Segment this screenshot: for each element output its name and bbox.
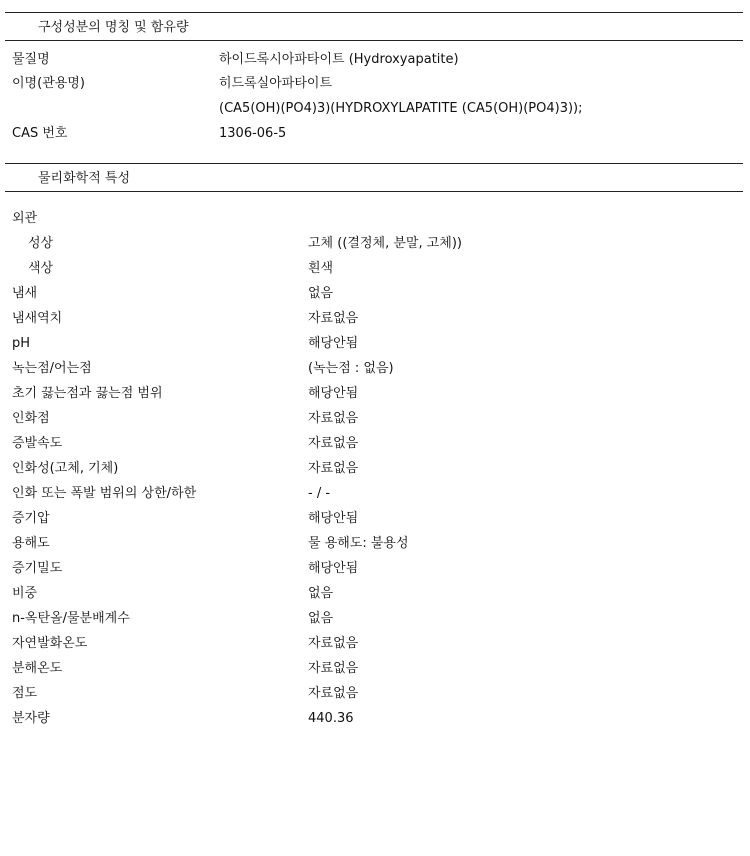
ph-label: pH (12, 336, 31, 351)
molecular-weight-label: 분자량 (12, 711, 50, 726)
odor-value: 없음 (308, 286, 334, 301)
boiling-point-value: 해당안됨 (308, 386, 359, 401)
autoignition-temp-label: 자연발화온도 (12, 636, 88, 651)
section1-top-rule (5, 12, 743, 13)
viscosity-value: 자료없음 (308, 686, 359, 701)
odor-threshold-label: 냄새역치 (12, 311, 63, 326)
vapor-pressure-value: 해당안됨 (308, 511, 359, 526)
section1-bottom-rule (5, 40, 743, 41)
decomposition-temp-value: 자료없음 (308, 661, 359, 676)
flash-point-label: 인화점 (12, 411, 50, 426)
autoignition-temp-value: 자료없음 (308, 636, 359, 651)
explosive-limits-label: 인화 또는 폭발 범위의 상한/하한 (12, 486, 197, 501)
solubility-value: 물 용해도: 불용성 (308, 536, 409, 551)
synonym-label: 이명(관용명) (12, 76, 85, 91)
section2-bottom-rule (5, 191, 743, 192)
color-value: 흰색 (308, 261, 334, 276)
color-label: 색상 (28, 261, 54, 276)
evaporation-rate-value: 자료없음 (308, 436, 359, 451)
odor-threshold-value: 자료없음 (308, 311, 359, 326)
substance-name-value: 하이드록시아파타이트 (Hydroxyapatite) (219, 52, 459, 67)
molecular-weight-value: 440.36 (308, 711, 354, 726)
flammability-label: 인화성(고체, 기체) (12, 461, 119, 476)
partition-coefficient-value: 없음 (308, 611, 334, 626)
form-value: 고체 ((결정체, 분말, 고체)) (308, 236, 462, 251)
viscosity-label: 점도 (12, 686, 38, 701)
cas-number-value: 1306-06-5 (219, 126, 287, 141)
synonym-value: 히드록실아파타이트 (219, 76, 333, 91)
vapor-pressure-label: 증기압 (12, 511, 50, 526)
flammability-value: 자료없음 (308, 461, 359, 476)
flash-point-value: 자료없음 (308, 411, 359, 426)
section1-title: 구성성분의 명칭 및 함유량 (38, 20, 189, 35)
specific-gravity-label: 비중 (12, 586, 38, 601)
decomposition-temp-label: 분해온도 (12, 661, 63, 676)
melting-point-value: (녹는점 : 없음) (308, 361, 394, 376)
explosive-limits-value: - / - (308, 486, 331, 501)
substance-name-label: 물질명 (12, 52, 50, 67)
solubility-label: 용해도 (12, 536, 50, 551)
synonym-continued-value: (CA5(OH)(PO4)3)(HYDROXYLAPATITE (CA5(OH)(PO4)3)); (219, 101, 583, 116)
cas-number-label: CAS 번호 (12, 126, 68, 141)
vapor-density-label: 증기밀도 (12, 561, 63, 576)
melting-point-label: 녹는점/어는점 (12, 361, 92, 376)
specific-gravity-value: 없음 (308, 586, 334, 601)
odor-label: 냄새 (12, 286, 38, 301)
vapor-density-value: 해당안됨 (308, 561, 359, 576)
form-label: 성상 (28, 236, 54, 251)
evaporation-rate-label: 증발속도 (12, 436, 63, 451)
section2-top-rule (5, 163, 743, 164)
section2-title: 물리화학적 특성 (38, 171, 131, 186)
partition-coefficient-label: n-옥탄올/물분배계수 (12, 611, 130, 626)
appearance-label: 외관 (12, 211, 38, 226)
ph-value: 해당안됨 (308, 336, 359, 351)
boiling-point-label: 초기 끓는점과 끓는점 범위 (12, 386, 163, 401)
